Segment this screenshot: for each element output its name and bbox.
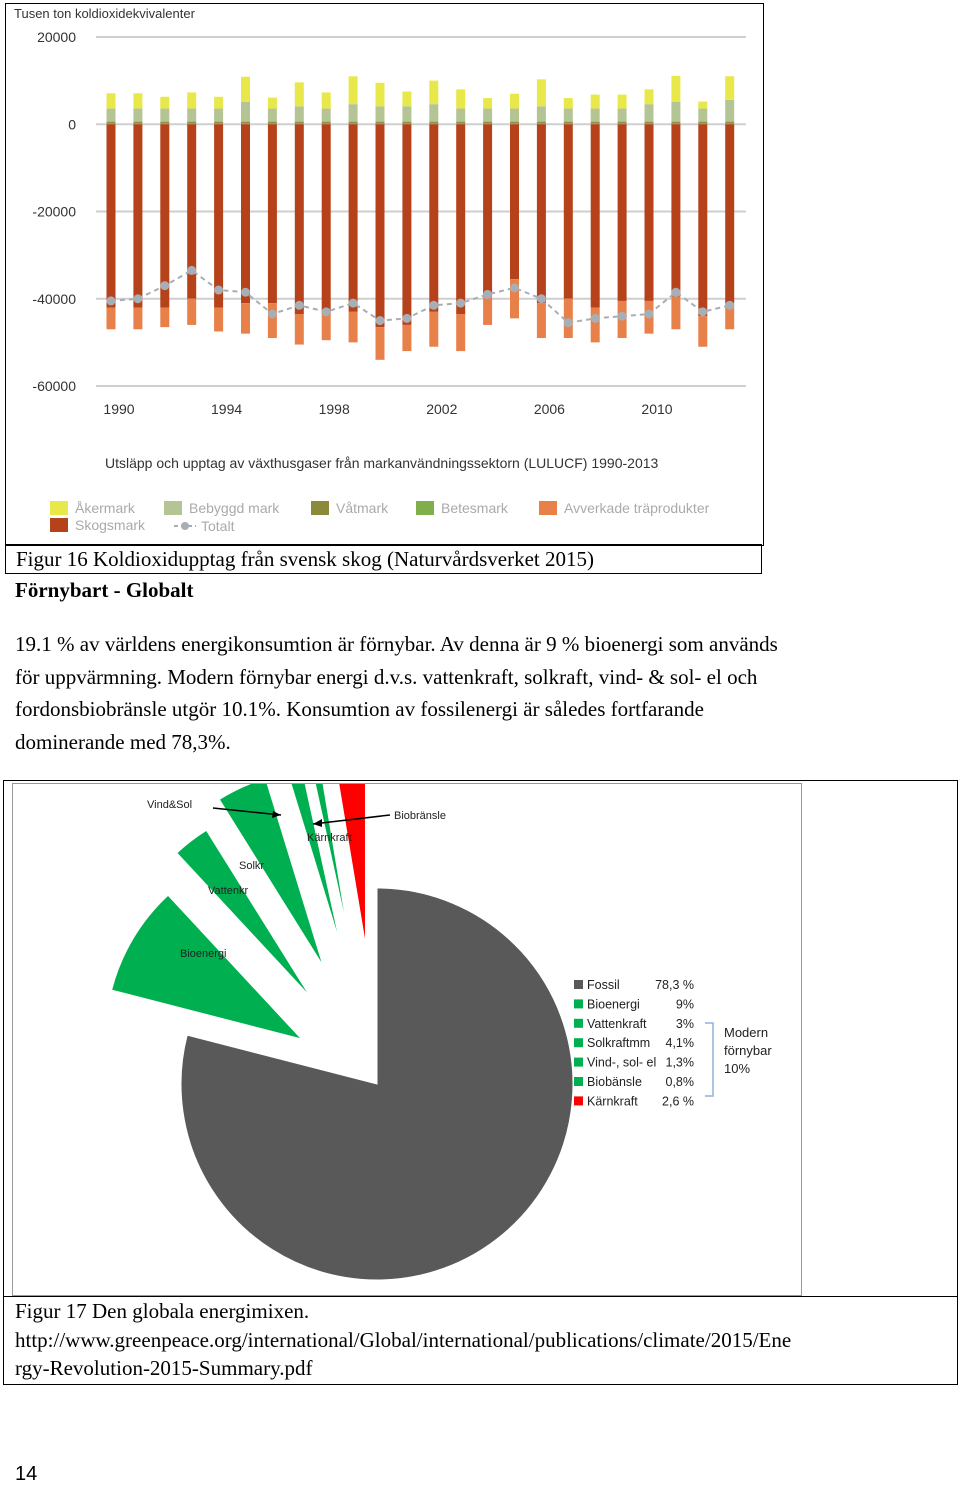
legend-swatch <box>574 999 583 1008</box>
legend-swatch <box>574 1096 583 1105</box>
bar-segment <box>429 124 438 312</box>
bar-segment <box>671 124 680 296</box>
bar-segment <box>322 122 331 123</box>
legend-label: Bioenergi <box>587 997 640 1012</box>
figure-16-caption: Figur 16 Koldioxidupptag från svensk skog (Naturvårdsverket 2015) <box>16 547 594 571</box>
bar-segment <box>564 122 573 123</box>
paragraph-line: 19.1 % av världens energikonsumtion är förnybar. Av denna är 9 % bioenergi som används <box>15 632 778 656</box>
total-point <box>160 281 169 290</box>
bar-segment <box>187 109 196 122</box>
bar-segment <box>322 109 331 122</box>
x-tick-label: 2010 <box>641 401 673 417</box>
total-point <box>456 299 465 308</box>
total-point <box>618 312 627 321</box>
y-tick-label: 0 <box>68 116 76 133</box>
bar-segment <box>349 122 358 123</box>
legend-label: Vind-, sol- el <box>587 1055 657 1070</box>
bar-segment <box>268 124 277 303</box>
pie-slice <box>333 784 365 944</box>
bar-segment <box>510 124 519 279</box>
bar-segment <box>241 124 250 303</box>
slice-label: Biobränsle <box>394 810 446 822</box>
bar-segment <box>483 294 492 325</box>
figure-17-caption-url-cont[interactable]: rgy-Revolution-2015-Summary.pdf <box>15 1356 313 1380</box>
bar-segment <box>429 104 438 121</box>
legend-label: Totalt <box>201 518 235 534</box>
legend-label: Avverkade träprodukter <box>564 500 710 516</box>
bar-segment <box>671 76 680 102</box>
total-point <box>725 301 734 310</box>
bar-segment <box>698 316 707 347</box>
bar-segment <box>402 106 411 121</box>
bar-segment <box>268 123 277 124</box>
legend-swatch <box>574 1019 583 1028</box>
body-paragraph <box>15 628 945 758</box>
bar-segment <box>295 106 304 121</box>
total-point <box>537 294 546 303</box>
bar-segment <box>645 123 654 124</box>
legend-swatch <box>50 518 68 532</box>
bar-segment <box>456 124 465 314</box>
legend-value: 0,8% <box>665 1075 694 1089</box>
figure-17-caption <box>4 1296 957 1385</box>
total-point <box>591 314 600 323</box>
paragraph-line: dominerande med 78,3%. <box>15 729 231 754</box>
total-point <box>429 301 438 310</box>
bar-segment <box>537 79 546 106</box>
total-point <box>671 288 680 297</box>
bar-segment <box>537 303 546 338</box>
bar-segment <box>376 123 385 124</box>
y-axis-title: Tusen ton koldioxidekvivalenter <box>14 6 195 21</box>
bar-segment <box>241 303 250 334</box>
bar-segment <box>295 122 304 123</box>
chart-title: Utsläpp och upptag av växthusgaser från markanvändningssektorn (LULUCF) 1990-2013 <box>105 455 659 471</box>
bar-segment <box>187 122 196 123</box>
slice-label: Kärnkraft <box>307 832 352 844</box>
bar-segment <box>429 81 438 105</box>
bar-segment <box>376 122 385 123</box>
bar-segment <box>564 109 573 122</box>
total-point <box>322 307 331 316</box>
bar-segment <box>214 97 223 109</box>
pie-slice <box>306 784 348 932</box>
slice-label: Vattenkr <box>208 885 249 897</box>
legend-value: 1,3% <box>665 1055 694 1070</box>
bar-segment <box>698 109 707 122</box>
bar-segment <box>268 109 277 122</box>
bar-segment <box>564 98 573 108</box>
bar-segment <box>429 312 438 347</box>
slice-label: Solkr <box>239 860 265 872</box>
total-point <box>187 266 196 275</box>
bar-segment <box>349 76 358 104</box>
bar-segment <box>133 109 142 122</box>
pie-slice <box>181 888 573 1280</box>
x-tick-label: 2006 <box>533 401 565 417</box>
bracket-label: förnybar <box>724 1043 772 1058</box>
bar-segment <box>107 122 116 123</box>
legend-swatch <box>574 1077 583 1086</box>
total-point <box>133 294 142 303</box>
bar-segment <box>107 109 116 122</box>
figure-17-caption-url[interactable]: http://www.greenpeace.org/international/Global/international/publications/climate/2015/Ene <box>15 1328 792 1352</box>
bar-segment <box>241 123 250 124</box>
slice-label: Vind&Sol <box>147 799 193 811</box>
bar-segment <box>645 104 654 121</box>
pie-slice <box>112 895 302 1039</box>
bar-segment <box>510 94 519 109</box>
total-point <box>214 286 223 295</box>
bar-segment <box>402 92 411 107</box>
bar-segment <box>107 307 116 329</box>
bar-segment <box>160 122 169 123</box>
x-tick-label: 2002 <box>426 401 458 417</box>
legend-label: Skogsmark <box>75 517 146 533</box>
bar-segment <box>537 122 546 123</box>
x-tick-label: 1990 <box>103 401 135 417</box>
legend-label: Biobänsle <box>587 1075 642 1089</box>
legend-label: Fossil <box>587 978 620 992</box>
bar-segment <box>241 77 250 102</box>
bar-segment <box>618 123 627 124</box>
legend-swatch <box>539 501 557 515</box>
total-point <box>402 314 411 323</box>
bar-segment <box>429 122 438 123</box>
bar-segment <box>214 307 223 331</box>
total-point <box>510 283 519 292</box>
bar-segment <box>725 100 734 122</box>
x-tick-label: 1998 <box>318 401 350 417</box>
total-point <box>241 288 250 297</box>
bar-segment <box>268 122 277 123</box>
bar-segment <box>591 109 600 122</box>
total-point <box>295 301 304 310</box>
bar-segment <box>698 124 707 316</box>
bar-segment <box>402 124 411 325</box>
bar-segment <box>268 303 277 338</box>
bar-segment <box>618 124 627 301</box>
bar-segment <box>160 123 169 124</box>
bar-segment <box>187 299 196 325</box>
bar-segment <box>618 122 627 123</box>
bar-segment <box>376 106 385 121</box>
legend-label: Åkermark <box>75 500 135 516</box>
bar-segment <box>214 122 223 123</box>
bar-segment <box>107 124 116 307</box>
bar-segment <box>671 122 680 123</box>
bar-segment <box>537 124 546 303</box>
bar-segment <box>591 123 600 124</box>
bar-segment <box>671 297 680 330</box>
bar-segment <box>160 307 169 327</box>
legend-swatch <box>574 1038 583 1047</box>
bar-segment <box>402 123 411 124</box>
bar-segment <box>645 124 654 301</box>
bar-segment <box>483 124 492 294</box>
bar-segment <box>725 124 734 303</box>
bar-segment <box>160 109 169 122</box>
total-point <box>107 296 116 305</box>
bar-segment <box>376 124 385 327</box>
bar-segment <box>591 122 600 123</box>
bar-segment <box>214 123 223 124</box>
legend-swatch <box>164 501 182 515</box>
bar-segment <box>564 124 573 299</box>
bar-segment <box>133 124 142 307</box>
bar-segment <box>322 314 331 340</box>
bar-segment <box>160 124 169 307</box>
bar-segment <box>214 109 223 122</box>
bar-segment <box>591 124 600 307</box>
bar-segment <box>671 102 680 122</box>
legend-value: 2,6 % <box>662 1094 694 1109</box>
bar-segment <box>698 102 707 109</box>
bar-segment <box>725 123 734 124</box>
bar-segment <box>187 92 196 108</box>
bar-segment <box>349 312 358 343</box>
bar-segment <box>698 123 707 124</box>
legend-label: Kärnkraft <box>587 1094 638 1109</box>
legend-swatch <box>416 501 434 515</box>
bar-segment <box>671 123 680 124</box>
legend-marker <box>181 522 189 530</box>
bar-segment <box>483 123 492 124</box>
total-point <box>349 299 358 308</box>
bar-segment <box>133 123 142 124</box>
bar-segment <box>645 122 654 123</box>
bar-segment <box>133 307 142 329</box>
figure-16-caption-box <box>5 544 762 574</box>
bar-segment <box>483 122 492 123</box>
total-point <box>268 310 277 319</box>
figure-17-caption-line: Figur 17 Den globala energimixen. <box>15 1299 310 1323</box>
bar-segment <box>214 124 223 307</box>
bar-segment <box>510 109 519 122</box>
bar-segment <box>402 122 411 123</box>
total-point <box>564 318 573 327</box>
legend-value: 9% <box>675 997 694 1012</box>
bar-segment <box>322 123 331 124</box>
paragraph-line: för uppvärmning. Modern förnybar energi d.v.s. vattenkraft, solkraft, vind- & sol- el och <box>15 664 758 689</box>
total-line <box>111 270 730 322</box>
legend-value: 78,3 % <box>655 978 694 992</box>
legend-swatch <box>311 501 329 515</box>
bar-segment <box>349 104 358 121</box>
bar-segment <box>645 89 654 104</box>
bar-segment <box>456 314 465 351</box>
legend-value: 3% <box>675 1016 694 1031</box>
legend-value: 4,1% <box>665 1036 694 1051</box>
bar-segment <box>349 123 358 124</box>
bar-segment <box>510 123 519 124</box>
section-heading: Förnybart - Globalt <box>15 578 194 602</box>
bar-segment <box>456 109 465 122</box>
bar-segment <box>591 95 600 109</box>
legend-label: Våtmark <box>336 500 389 516</box>
y-tick-label: 20000 <box>37 29 76 45</box>
bar-segment <box>241 122 250 123</box>
bar-segment <box>429 123 438 124</box>
bar-segment <box>322 92 331 108</box>
y-tick-label: -40000 <box>32 290 76 307</box>
total-point <box>645 310 654 319</box>
bar-segment <box>725 122 734 123</box>
bar-segment <box>456 89 465 108</box>
bar-segment <box>187 123 196 124</box>
bar-segment <box>618 95 627 109</box>
lulucf-bar-chart <box>6 4 763 545</box>
bar-segment <box>295 123 304 124</box>
legend-label: Solkraftmm <box>587 1036 651 1051</box>
bar-segment <box>107 93 116 108</box>
legend-label: Betesmark <box>441 500 508 516</box>
bar-segment <box>591 307 600 342</box>
bar-segment <box>483 109 492 122</box>
bar-segment <box>133 122 142 123</box>
page-number: 14 <box>15 1463 38 1485</box>
bar-segment <box>537 123 546 124</box>
legend-label: Bebyggd mark <box>189 500 280 516</box>
bar-segment <box>402 325 411 351</box>
bar-segment <box>241 102 250 122</box>
bracket-label: 10% <box>724 1061 751 1076</box>
y-tick-label: -20000 <box>32 203 76 220</box>
bar-segment <box>725 76 734 100</box>
x-tick-label: 1994 <box>211 401 243 417</box>
bar-segment <box>322 124 331 314</box>
bar-segment <box>349 124 358 312</box>
bar-segment <box>295 82 304 106</box>
bar-segment <box>133 93 142 108</box>
energy-mix-pie-chart <box>13 784 801 1295</box>
paragraph-line: fordonsbiobränsle utgör 10.1%. Konsumtion av fossilenergi är således fortfarande <box>15 697 704 721</box>
total-point <box>698 307 707 316</box>
modern-bracket <box>705 1023 713 1096</box>
bar-segment <box>698 122 707 123</box>
total-point <box>376 316 385 325</box>
bar-segment <box>483 98 492 108</box>
total-point <box>483 290 492 299</box>
bar-segment <box>268 98 277 109</box>
figure-16-chart <box>5 3 764 546</box>
legend-label: Vattenkraft <box>587 1016 647 1031</box>
bar-segment <box>107 123 116 124</box>
bar-segment <box>160 97 169 109</box>
bar-segment <box>510 122 519 123</box>
bar-segment <box>376 83 385 107</box>
bar-segment <box>376 327 385 360</box>
legend-swatch <box>574 1058 583 1067</box>
bar-segment <box>618 109 627 122</box>
bracket-label: Modern <box>724 1025 769 1040</box>
figure-17-box <box>3 780 958 1385</box>
bar-segment <box>295 124 304 314</box>
slice-label: Bioenergi <box>180 948 227 960</box>
bar-segment <box>537 106 546 121</box>
bar-segment <box>456 123 465 124</box>
figure-17-chart <box>12 783 802 1296</box>
legend-swatch <box>50 501 68 515</box>
y-tick-label: -60000 <box>32 378 76 394</box>
bar-segment <box>456 122 465 123</box>
bar-segment <box>295 314 304 345</box>
legend-swatch <box>574 980 583 989</box>
bar-segment <box>564 123 573 124</box>
